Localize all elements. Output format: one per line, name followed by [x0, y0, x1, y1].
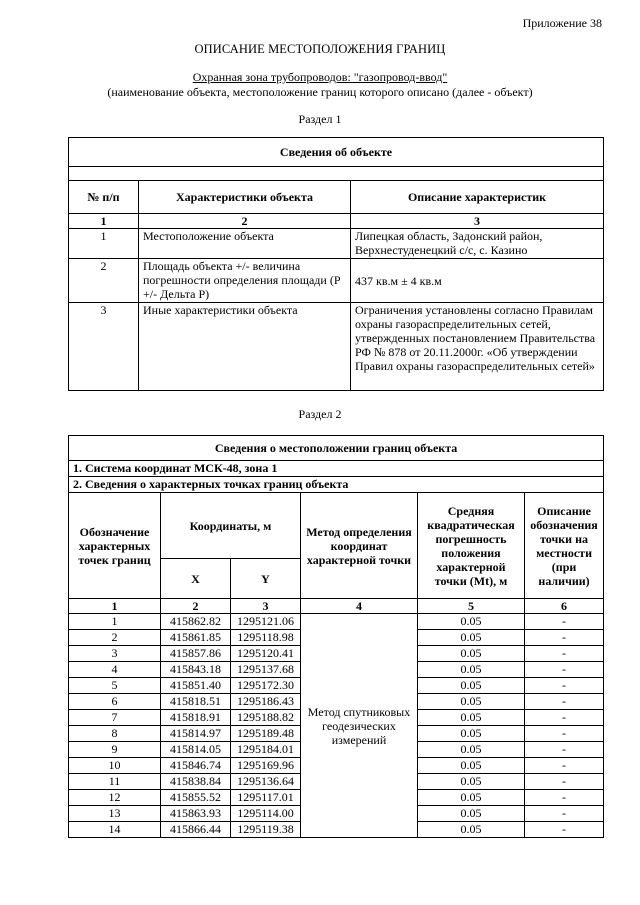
- coordinate-system-line: 1. Система координат МСК-48, зона 1: [69, 461, 604, 477]
- coord-y: 1295186.43: [231, 694, 301, 710]
- object-note: (наименование объекта, местоположение границ которого описано (далее - объект): [107, 85, 533, 99]
- point-description: -: [525, 822, 604, 838]
- section-2-label: Раздел 2: [298, 407, 342, 421]
- point-description: -: [525, 710, 604, 726]
- error-value: 0.05: [418, 646, 525, 662]
- col-number: 2: [161, 599, 231, 614]
- row-number: 1: [69, 229, 139, 259]
- boundary-table-title: Сведения о местоположении границ объекта: [69, 436, 604, 461]
- point-description: -: [525, 806, 604, 822]
- point-description: -: [525, 742, 604, 758]
- error-value: 0.05: [418, 774, 525, 790]
- coord-x: 415861.85: [161, 630, 231, 646]
- error-value: 0.05: [418, 758, 525, 774]
- coord-y: 1295137.68: [231, 662, 301, 678]
- point-designation: 13: [69, 806, 161, 822]
- object-name: Охранная зона трубопроводов: "газопровод-ввод": [192, 70, 448, 84]
- row-number: 2: [69, 259, 139, 303]
- object-info-table: [68, 137, 604, 391]
- header-characteristic: Характеристики объекта: [139, 181, 351, 214]
- point-designation: 7: [69, 710, 161, 726]
- header-point-description: Описание обозначения точки на местности (при наличии): [525, 493, 604, 599]
- table-row: [69, 229, 604, 259]
- point-designation: 6: [69, 694, 161, 710]
- coord-y: 1295189.48: [231, 726, 301, 742]
- table-row: [69, 303, 604, 391]
- point-description: -: [525, 726, 604, 742]
- point-designation: 11: [69, 774, 161, 790]
- error-value: 0.05: [418, 806, 525, 822]
- row-characteristic: Площадь объекта +/- величина погрешности определения площади (Р +/- Дельта Р): [139, 259, 351, 303]
- point-description: -: [525, 614, 604, 630]
- table-row: [69, 259, 604, 303]
- point-description: -: [525, 678, 604, 694]
- spacer-row: [69, 167, 604, 181]
- coord-y: 1295117.01: [231, 790, 301, 806]
- point-designation: 4: [69, 662, 161, 678]
- points-info-line: 2. Сведения о характерных точках границ объекта: [69, 477, 604, 493]
- error-value: 0.05: [418, 614, 525, 630]
- coord-y: 1295121.06: [231, 614, 301, 630]
- point-designation: 12: [69, 790, 161, 806]
- point-designation: 8: [69, 726, 161, 742]
- row-description: Ограничения установлены согласно Правилам охраны газораспределительных сетей, утвержденных постановлением Правительства РФ № 878 от 20.11.2000г. «Об утверждении Правил охраны газораспределительных сетей»: [351, 303, 604, 391]
- error-value: 0.05: [418, 662, 525, 678]
- error-value: 0.05: [418, 630, 525, 646]
- object-info-title: Сведения об объекте: [69, 138, 604, 167]
- coord-x: 415866.44: [161, 822, 231, 838]
- coord-y: 1295184.01: [231, 742, 301, 758]
- point-designation: 2: [69, 630, 161, 646]
- row-description: Липецкая область, Задонский район, Верхнестуденецкий с/с, с. Казино: [351, 229, 604, 259]
- coord-y: 1295120.41: [231, 646, 301, 662]
- coord-x: 415846.74: [161, 758, 231, 774]
- coord-y: 1295172.30: [231, 678, 301, 694]
- boundary-points-table: [68, 435, 604, 838]
- point-description: -: [525, 662, 604, 678]
- coord-x: 415855.52: [161, 790, 231, 806]
- coord-x: 415863.93: [161, 806, 231, 822]
- coord-y: 1295119.38: [231, 822, 301, 838]
- point-designation: 9: [69, 742, 161, 758]
- row-characteristic: Местоположение объекта: [139, 229, 351, 259]
- section-1-label: Раздел 1: [298, 112, 342, 126]
- coord-y: 1295136.64: [231, 774, 301, 790]
- col-number: 6: [525, 599, 604, 614]
- coord-x: 415843.18: [161, 662, 231, 678]
- point-designation: 14: [69, 822, 161, 838]
- coord-y: 1295114.00: [231, 806, 301, 822]
- point-description: -: [525, 758, 604, 774]
- header-method: Метод определения координат характерной точки: [301, 493, 418, 599]
- header-y: Y: [231, 559, 301, 599]
- point-description: -: [525, 646, 604, 662]
- coord-x: 415851.40: [161, 678, 231, 694]
- document-title: ОПИСАНИЕ МЕСТОПОЛОЖЕНИЯ ГРАНИЦ: [194, 42, 446, 56]
- method-cell: Метод спутниковых геодезических измерений: [301, 614, 418, 838]
- col-number: 2: [139, 214, 351, 229]
- point-description: -: [525, 630, 604, 646]
- point-designation: 3: [69, 646, 161, 662]
- col-number: 1: [69, 599, 161, 614]
- col-number: 3: [351, 214, 604, 229]
- coord-x: 415814.97: [161, 726, 231, 742]
- point-description: -: [525, 790, 604, 806]
- error-value: 0.05: [418, 822, 525, 838]
- row-description: 437 кв.м ± 4 кв.м: [351, 259, 604, 303]
- col-number: 4: [301, 599, 418, 614]
- col-number: 1: [69, 214, 139, 229]
- coord-y: 1295118.98: [231, 630, 301, 646]
- point-designation: 1: [69, 614, 161, 630]
- coord-x: 415838.84: [161, 774, 231, 790]
- header-number: № п/п: [69, 181, 139, 214]
- point-description: -: [525, 774, 604, 790]
- error-value: 0.05: [418, 694, 525, 710]
- header-error: Средняя квадратическая погрешность положения характерной точки (Mt), м: [418, 493, 525, 599]
- appendix-label: Приложение 38: [522, 16, 602, 30]
- error-value: 0.05: [418, 790, 525, 806]
- coord-x: 415862.82: [161, 614, 231, 630]
- row-characteristic: Иные характеристики объекта: [139, 303, 351, 391]
- header-point-designation: Обозначение характерных точек границ: [69, 493, 161, 599]
- coord-x: 415818.51: [161, 694, 231, 710]
- row-number: 3: [69, 303, 139, 391]
- coord-y: 1295169.96: [231, 758, 301, 774]
- coord-x: 415857.86: [161, 646, 231, 662]
- error-value: 0.05: [418, 742, 525, 758]
- error-value: 0.05: [418, 710, 525, 726]
- table-row: [69, 614, 604, 630]
- error-value: 0.05: [418, 678, 525, 694]
- header-coordinates: Координаты, м: [161, 493, 301, 559]
- coord-x: 415818.91: [161, 710, 231, 726]
- point-designation: 10: [69, 758, 161, 774]
- coord-x: 415814.05: [161, 742, 231, 758]
- col-number: 5: [418, 599, 525, 614]
- header-description: Описание характеристик: [351, 181, 604, 214]
- coord-y: 1295188.82: [231, 710, 301, 726]
- point-designation: 5: [69, 678, 161, 694]
- col-number: 3: [231, 599, 301, 614]
- header-x: X: [161, 559, 231, 599]
- error-value: 0.05: [418, 726, 525, 742]
- point-description: -: [525, 694, 604, 710]
